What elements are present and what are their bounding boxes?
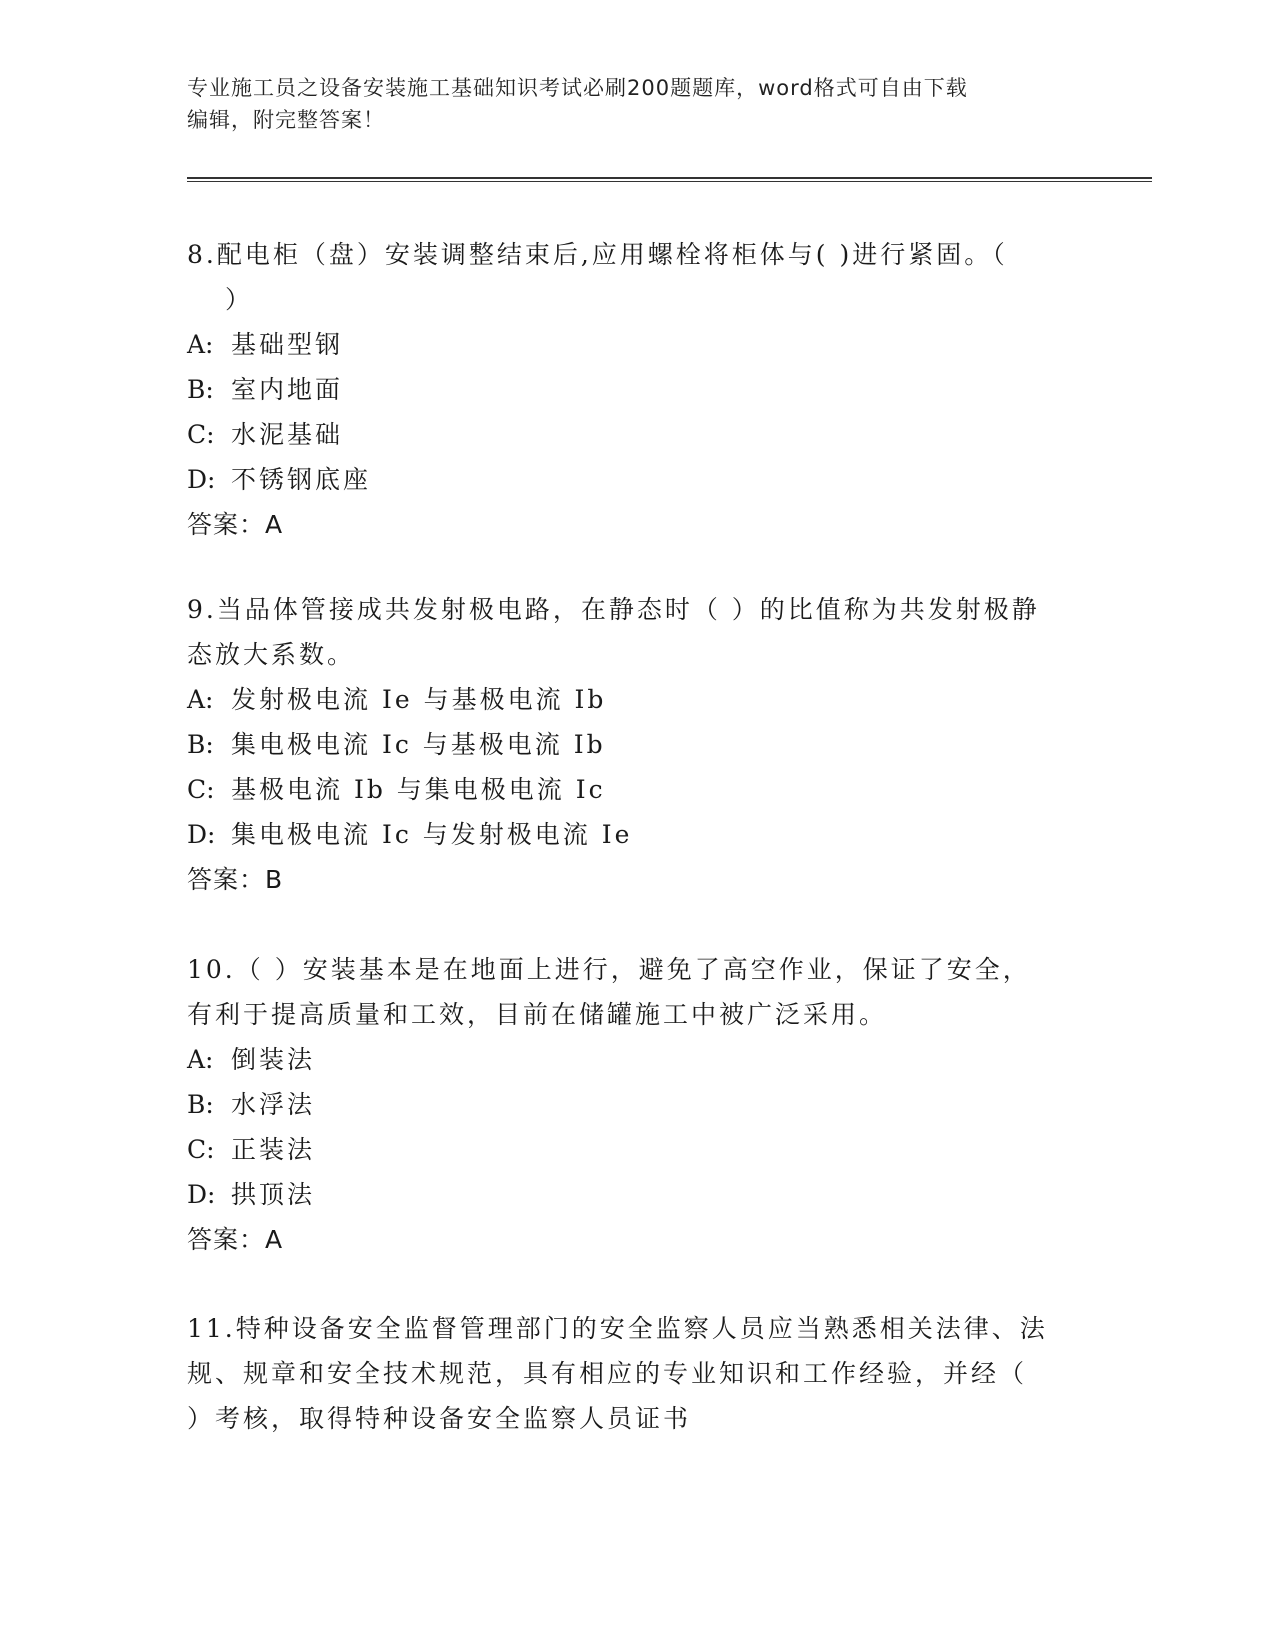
question-stem-continuation: ）考核，取得特种设备安全监察人员证书 (187, 1404, 692, 1433)
option-letter: B: (187, 1090, 214, 1119)
option-text: 倒装法 (231, 1045, 316, 1074)
option-b (187, 367, 1067, 412)
answer-line: 答案：B (187, 865, 284, 894)
header-title-line-2: 编辑，附完整答案！ (187, 108, 385, 132)
option-text: 拱顶法 (231, 1180, 316, 1209)
option-letter: C: (187, 775, 215, 804)
option-text: 集电极电流 Ic 与基极电流 Ib (231, 730, 606, 759)
option-text: 室内地面 (231, 375, 344, 404)
option-a (187, 1037, 1067, 1082)
option-d (187, 457, 1067, 502)
option-letter: D: (187, 465, 216, 494)
option-text: 基极电流 Ib 与集电极电流 Ic (231, 775, 606, 804)
option-c (187, 1127, 1067, 1172)
option-d (187, 812, 1067, 857)
option-c (187, 767, 1067, 812)
question-stem-continuation: 规、规章和安全技术规范，具有相应的专业知识和工作经验，并经（ (187, 1359, 1028, 1388)
option-letter: A: (187, 1045, 214, 1074)
question-9 (187, 587, 1067, 902)
question-11 (187, 1306, 1067, 1441)
option-text: 基础型钢 (231, 330, 344, 359)
option-text: 水泥基础 (231, 420, 344, 449)
option-letter: D: (187, 820, 216, 849)
option-text: 水浮法 (231, 1090, 316, 1119)
option-text: 正装法 (231, 1135, 316, 1164)
option-letter: C: (187, 420, 215, 449)
document-header (187, 72, 1067, 136)
question-stem: 9.当品体管接成共发射极电路，在静态时（ ）的比值称为共发射极静 (187, 595, 1040, 624)
option-b (187, 1082, 1067, 1127)
header-title-line-1: 专业施工员之设备安装施工基础知识考试必刷200题题库，word格式可自由下载 (187, 76, 968, 100)
question-10 (187, 947, 1067, 1262)
option-letter: B: (187, 730, 214, 759)
question-stem: 8.配电柜（盘）安装调整结束后,应用螺栓将柜体与( )进行紧固。（ (187, 240, 1008, 269)
option-c (187, 412, 1067, 457)
header-divider (187, 177, 1152, 182)
option-text: 集电极电流 Ic 与发射极电流 Ie (231, 820, 633, 849)
answer-line: 答案：A (187, 510, 284, 539)
option-text: 发射极电流 Ie 与基极电流 Ib (231, 685, 607, 714)
option-letter: D: (187, 1180, 216, 1209)
option-a (187, 677, 1067, 722)
option-letter: B: (187, 375, 214, 404)
option-text: 不锈钢底座 (231, 465, 372, 494)
option-d (187, 1172, 1067, 1217)
question-stem-continuation: 态放大系数。 (187, 640, 356, 669)
option-letter: A: (187, 330, 214, 359)
question-stem-continuation: ） (225, 285, 254, 314)
question-stem-continuation: 有利于提高质量和工效，目前在储罐施工中被广泛采用。 (187, 1000, 888, 1029)
option-a (187, 322, 1067, 367)
question-stem: 11.特种设备安全监督管理部门的安全监察人员应当熟悉相关法律、法 (187, 1314, 1048, 1343)
answer-line: 答案：A (187, 1225, 284, 1254)
option-letter: C: (187, 1135, 215, 1164)
question-stem: 10.（ ）安装基本是在地面上进行，避免了高空作业，保证了安全， (187, 955, 1031, 984)
option-letter: A: (187, 685, 214, 714)
option-b (187, 722, 1067, 767)
question-8 (187, 232, 1067, 547)
